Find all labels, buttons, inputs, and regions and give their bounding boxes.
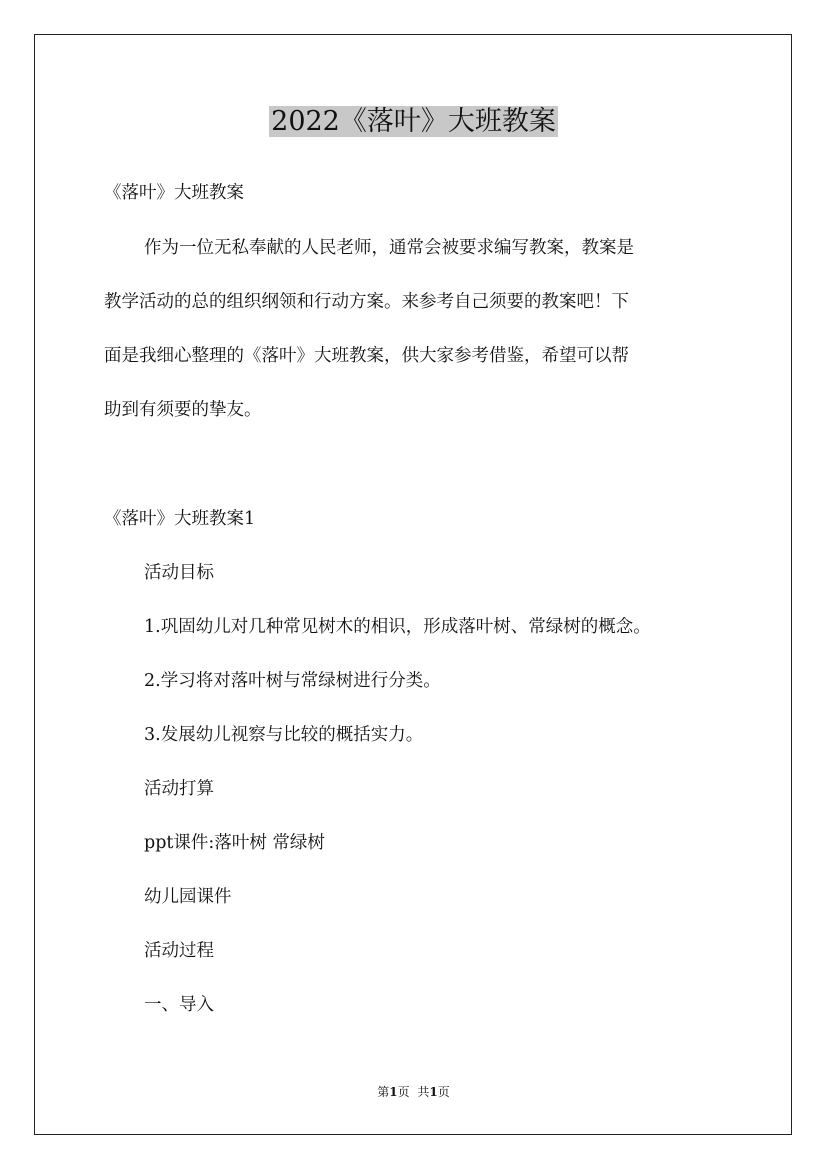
list-item: 3.发展幼儿视察与比较的概括实力。	[144, 725, 424, 745]
subheading-preparation: 活动打算	[144, 779, 214, 799]
list-item: 1.巩固幼儿对几种常见树木的相识，形成落叶树、常绿树的概念。	[144, 617, 651, 637]
subheading-intro: 一、导入	[144, 995, 214, 1015]
subheading-objectives: 活动目标	[144, 563, 214, 583]
list-item: 2.学习将对落叶树与常绿树进行分类。	[144, 671, 441, 691]
section-heading: 《落叶》大班教案1	[104, 509, 256, 529]
paragraph-line: ppt课件:落叶树 常绿树	[144, 833, 325, 853]
paragraph-line: 教学活动的总的组织纲领和行动方案。来参考自己须要的教案吧！下	[104, 292, 629, 312]
paragraph-line: 幼儿园课件	[144, 887, 232, 907]
paragraph-line: 助到有须要的挚友。	[104, 400, 262, 420]
subheading-process: 活动过程	[144, 941, 214, 961]
section-heading: 《落叶》大班教案	[104, 183, 244, 203]
page-footer: 第1页 共1页	[377, 1085, 450, 1099]
document-title: 2022《落叶》大班教案	[271, 106, 556, 137]
paragraph-line: 面是我细心整理的《落叶》大班教案，供大家参考借鉴，希望可以帮	[104, 346, 629, 366]
paragraph-line: 作为一位无私奉献的人民老师，通常会被要求编写教案，教案是	[144, 238, 634, 258]
